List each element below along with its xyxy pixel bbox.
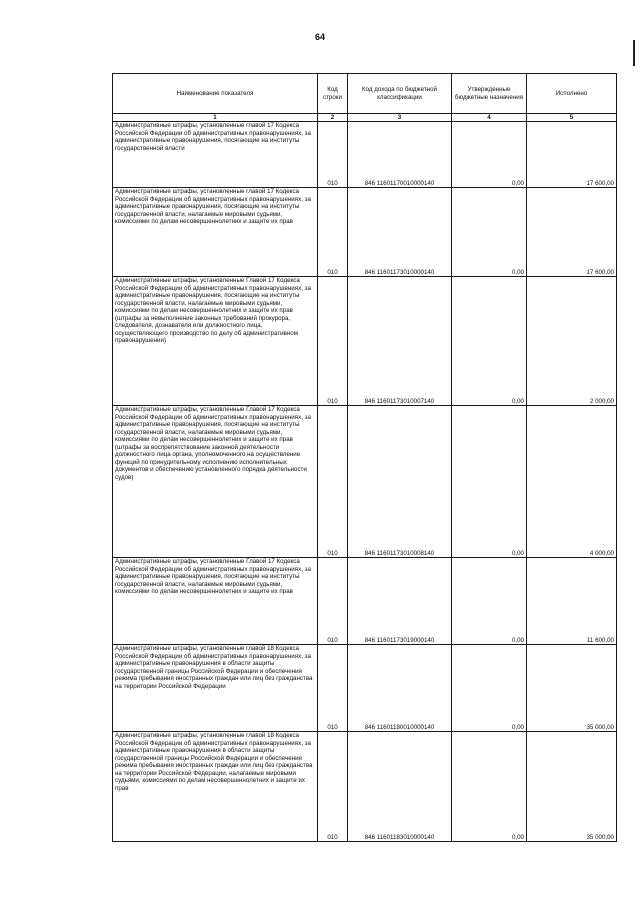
table-row (113, 645, 617, 732)
header-line-code: Код строки (318, 74, 348, 114)
approved-amount: 0,00 (452, 122, 527, 188)
page-number: 64 (314, 32, 325, 42)
indicator-name: Административные штрафы, установленные Главой 17 Кодекса Российской Федерации об административных правонарушениях, за административные правонарушения, посягающие на институты государственной власти, налагаемые мировыми судьями, комиссиями по делам несовершеннолетних и защите их прав (113, 558, 318, 645)
column-number: 3 (348, 114, 452, 122)
column-number-row (113, 114, 617, 122)
table-row (113, 732, 617, 842)
indicator-name: Административные штрафы, установленные главой 17 Кодекса Российской Федерации об административных правонарушениях, за административные правонарушения, посягающие на институты государственной власти, налагаемые мировыми судьями, комиссиями по делам несовершеннолетних и защите их прав (113, 188, 318, 277)
executed-amount: 35 000,00 (527, 732, 617, 842)
header-row (113, 74, 617, 114)
executed-amount: 4 000,00 (527, 406, 617, 558)
table-row (113, 406, 617, 558)
approved-amount: 0,00 (452, 645, 527, 732)
column-number: 5 (527, 114, 617, 122)
binding-edge-line (633, 40, 635, 66)
budget-code: 846 11601173010000140 (348, 188, 452, 277)
header-indicator-name: Наименование показателя (113, 74, 318, 114)
budget-code: 846 11601183010000140 (348, 732, 452, 842)
indicator-name: Административные штрафы, установленные Главой 17 Кодекса Российской Федерации об административных правонарушениях, за административные правонарушения, посягающие на институты государственной власти, налагаемые мировыми судьями, комиссиями по делам несовершеннолетних и защите их прав (штрафы за воспрепятствование законной деятельности должностного лица органа, уполномоченного на осуществление функций по принудительному исполнению исполнительных документов и обеспечению установленного порядка деятельности судов) (113, 406, 318, 558)
budget-code: 846 11601173019000140 (348, 558, 452, 645)
budget-code: 846 11601170010000140 (348, 122, 452, 188)
executed-amount: 35 000,00 (527, 645, 617, 732)
line-code: 010 (318, 277, 348, 406)
line-code: 010 (318, 188, 348, 277)
column-number: 4 (452, 114, 527, 122)
approved-amount: 0,00 (452, 732, 527, 842)
line-code: 010 (318, 122, 348, 188)
line-code: 010 (318, 406, 348, 558)
column-number: 1 (113, 114, 318, 122)
budget-code: 846 11601173010008140 (348, 406, 452, 558)
indicator-name: Административные штрафы, установленные главой 17 Кодекса Российской Федерации об административных правонарушениях, за административные правонарушения, посягающие на институты государственной власти (113, 122, 318, 188)
executed-amount: 17 600,00 (527, 122, 617, 188)
indicator-name: Административные штрафы, установленные главой 18 Кодекса Российской Федерации об административных правонарушениях, за административные правонарушения в области защиты государственной границы Российской Федерации и обеспечения режима пребывания иностранных граждан или лиц без гражданства на территории Российской Федерации (113, 645, 318, 732)
indicator-name: Административные штрафы, установленные главой 18 Кодекса Российской Федерации об административных правонарушениях, за административные правонарушения в области защиты государственной границы Российской Федерации и обеспечения режима пребывания иностранных граждан или лиц без гражданства на территории Российской Федерации, налагаемые мировыми судьями, комиссиями по делам несовершеннолетних и защите их прав (113, 732, 318, 842)
executed-amount: 17 600,00 (527, 188, 617, 277)
table-row (113, 558, 617, 645)
approved-amount: 0,00 (452, 406, 527, 558)
line-code: 010 (318, 732, 348, 842)
table-row (113, 277, 617, 406)
header-approved: Утвержденные бюджетные назначения (452, 74, 527, 114)
approved-amount: 0,00 (452, 188, 527, 277)
executed-amount: 11 600,00 (527, 558, 617, 645)
header-executed: Исполнено (527, 74, 617, 114)
line-code: 010 (318, 645, 348, 732)
table-row (113, 122, 617, 188)
budget-code: 846 11601180010000140 (348, 645, 452, 732)
approved-amount: 0,00 (452, 277, 527, 406)
budget-code: 846 11601173010007140 (348, 277, 452, 406)
table-row (113, 188, 617, 277)
revenue-table (112, 73, 617, 842)
header-budget-code: Код дохода по бюджетной классификации (348, 74, 452, 114)
indicator-name: Административные штрафы, установленные Главой 17 Кодекса Российской Федерации об административных правонарушениях, за административные правонарушения, посягающие на институты государственной власти, налагаемые мировыми судьями, комиссиями по делам несовершеннолетних и защите их прав (штрафы за невыполнение законных требований прокурора, следователя, дознавателя или должностного лица, осуществляющего производство по делу об административном правонарушении) (113, 277, 318, 406)
line-code: 010 (318, 558, 348, 645)
executed-amount: 2 000,00 (527, 277, 617, 406)
approved-amount: 0,00 (452, 558, 527, 645)
column-number: 2 (318, 114, 348, 122)
